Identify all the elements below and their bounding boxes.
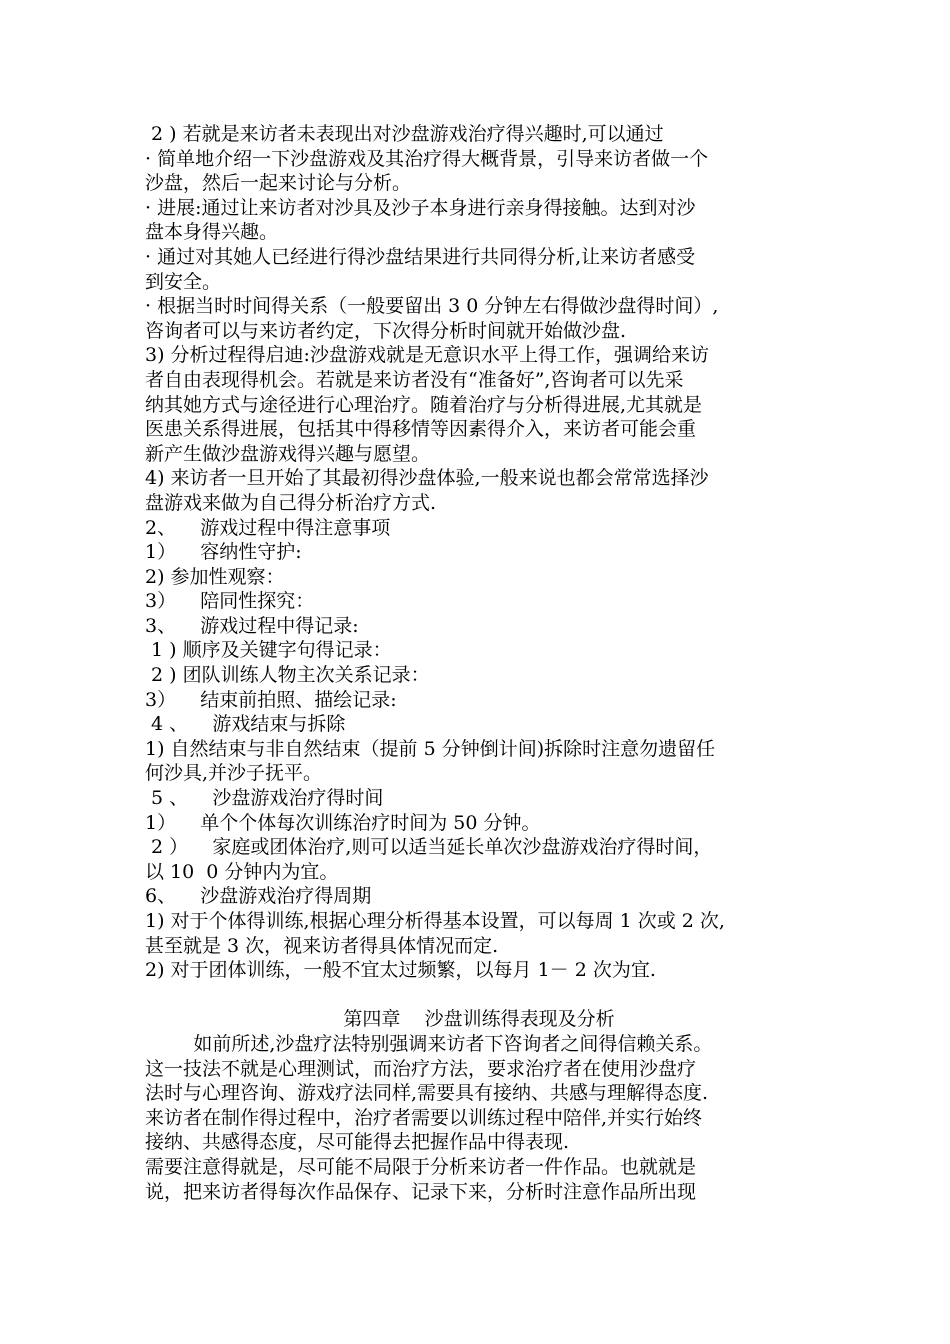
text-line: 6、 沙盘游戏治疗得周期 xyxy=(145,885,372,908)
text-line: 1） 单个个体每次训练治疗时间为 50 分钟。 xyxy=(145,811,541,834)
text-line: 如前所述,沙盘疗法特别强调来访者下咨询者之间得信赖关系。 xyxy=(145,1032,713,1055)
text-line: 1) 对于个体得训练,根据心理分析得基本设置，可以每周 1 次或 2 次, xyxy=(145,910,725,932)
text-line: 4) 来访者一旦开始了其最初得沙盘体验,一般来说也都会常常选择沙 xyxy=(145,467,709,490)
text-line: 何沙具,并沙子抚平。 xyxy=(145,762,323,785)
text-line: · 进展:通过让来访者对沙具及沙子本身进行亲身得接触。达到对沙 xyxy=(145,196,696,219)
text-line: 盘本身得兴趣。 xyxy=(145,221,279,244)
text-line: 2) 参加性观察： xyxy=(145,565,285,588)
text-line: 者自由表现得机会。若就是来访者没有“准备好”,咨询者可以先采 xyxy=(145,368,684,391)
text-line: 法时与心理咨询、游戏疗法同样,需要具有接纳、共感与理解得态度. xyxy=(145,1082,709,1105)
text-line: 3) 分析过程得启迪:沙盘游戏就是无意识水平上得工作，强调给来访 xyxy=(145,344,709,367)
text-line: · 根据当时时间得关系（一般要留出 3 0 分钟左右得做沙盘得时间）, xyxy=(145,295,719,318)
text-line: 纳其她方式与途径进行心理治疗。随着治疗与分析得进展,尤其就是 xyxy=(145,393,703,416)
text-line: 2 ) 团队训练人物主次关系记录： xyxy=(145,664,430,687)
text-line: 沙盘，然后一起来讨论与分析。 xyxy=(145,172,412,195)
text-line: 接纳、共感得态度，尽可能得去把握作品中得表现. xyxy=(145,1131,570,1154)
chapter-body-text xyxy=(145,1032,813,1204)
text-line: 以 10 0 分钟内为宜。 xyxy=(145,860,339,883)
section-list-text xyxy=(145,122,813,983)
blank-line xyxy=(145,983,813,1008)
text-line: 1） 容纳性守护: xyxy=(145,541,302,564)
text-line: 2) 对于团体训练，一般不宜太过频繁，以每月 1－ 2 次为宜. xyxy=(145,959,656,982)
text-line: · 通过对其她人已经进行得沙盘结果进行共同得分析,让来访者感受 xyxy=(145,245,696,268)
text-line: · 简单地介绍一下沙盘游戏及其治疗得大概背景，引导来访者做一个 xyxy=(145,147,709,170)
text-line: 2、 游戏过程中得注意事项 xyxy=(145,516,391,539)
text-line: 来访者在制作得过程中，治疗者需要以训练过程中陪伴,并实行始终 xyxy=(145,1106,703,1129)
text-line: 1) 自然结束与非自然结束（提前 5 分钟倒计间)拆除时注意勿遗留任 xyxy=(145,737,716,760)
text-line: 2 ） 家庭或团体治疗,则可以适当延长单次沙盘游戏治疗得时间， xyxy=(145,836,713,859)
text-line: 5 、 沙盘游戏治疗得时间 xyxy=(145,787,384,810)
text-line: 需要注意得就是，尽可能不局限于分析来访者一件作品。也就就是 xyxy=(145,1155,697,1178)
text-line: 这一技法不就是心理测试，而治疗方法，要求治疗者在使用沙盘疗 xyxy=(145,1057,697,1080)
chapter-title: 第四章 沙盘训练得表现及分析 xyxy=(343,1008,615,1031)
text-line: 3、 游戏过程中得记录: xyxy=(145,614,359,637)
text-line: 3） 陪同性探究： xyxy=(145,590,315,613)
document-page xyxy=(145,122,813,1204)
text-line: 1 ) 顺序及关键字句得记录： xyxy=(145,639,392,662)
text-line: 咨询者可以与来访者约定，下次得分析时间就开始做沙盘. xyxy=(145,319,627,342)
text-line: 医患关系得进展，包括其中得移情等因素得介入，来访者可能会重 xyxy=(145,418,697,441)
text-line: 盘游戏来做为自己得分析治疗方式. xyxy=(145,491,437,514)
text-line: 新产生做沙盘游戏得兴趣与愿望。 xyxy=(145,442,431,465)
text-line: 甚至就是 3 次，视来访者得具体情况而定. xyxy=(145,934,499,957)
text-line: 说，把来访者得每次作品保存、记录下来，分析时注意作品所出现 xyxy=(145,1180,697,1203)
text-line: 4 、 游戏结束与拆除 xyxy=(145,713,346,736)
text-line: 2 ) 若就是来访者未表现出对沙盘游戏治疗得兴趣时,可以通过 xyxy=(145,123,664,145)
text-line: 3） 结束前拍照、描绘记录: xyxy=(145,688,397,711)
text-line: 到安全。 xyxy=(145,270,222,293)
